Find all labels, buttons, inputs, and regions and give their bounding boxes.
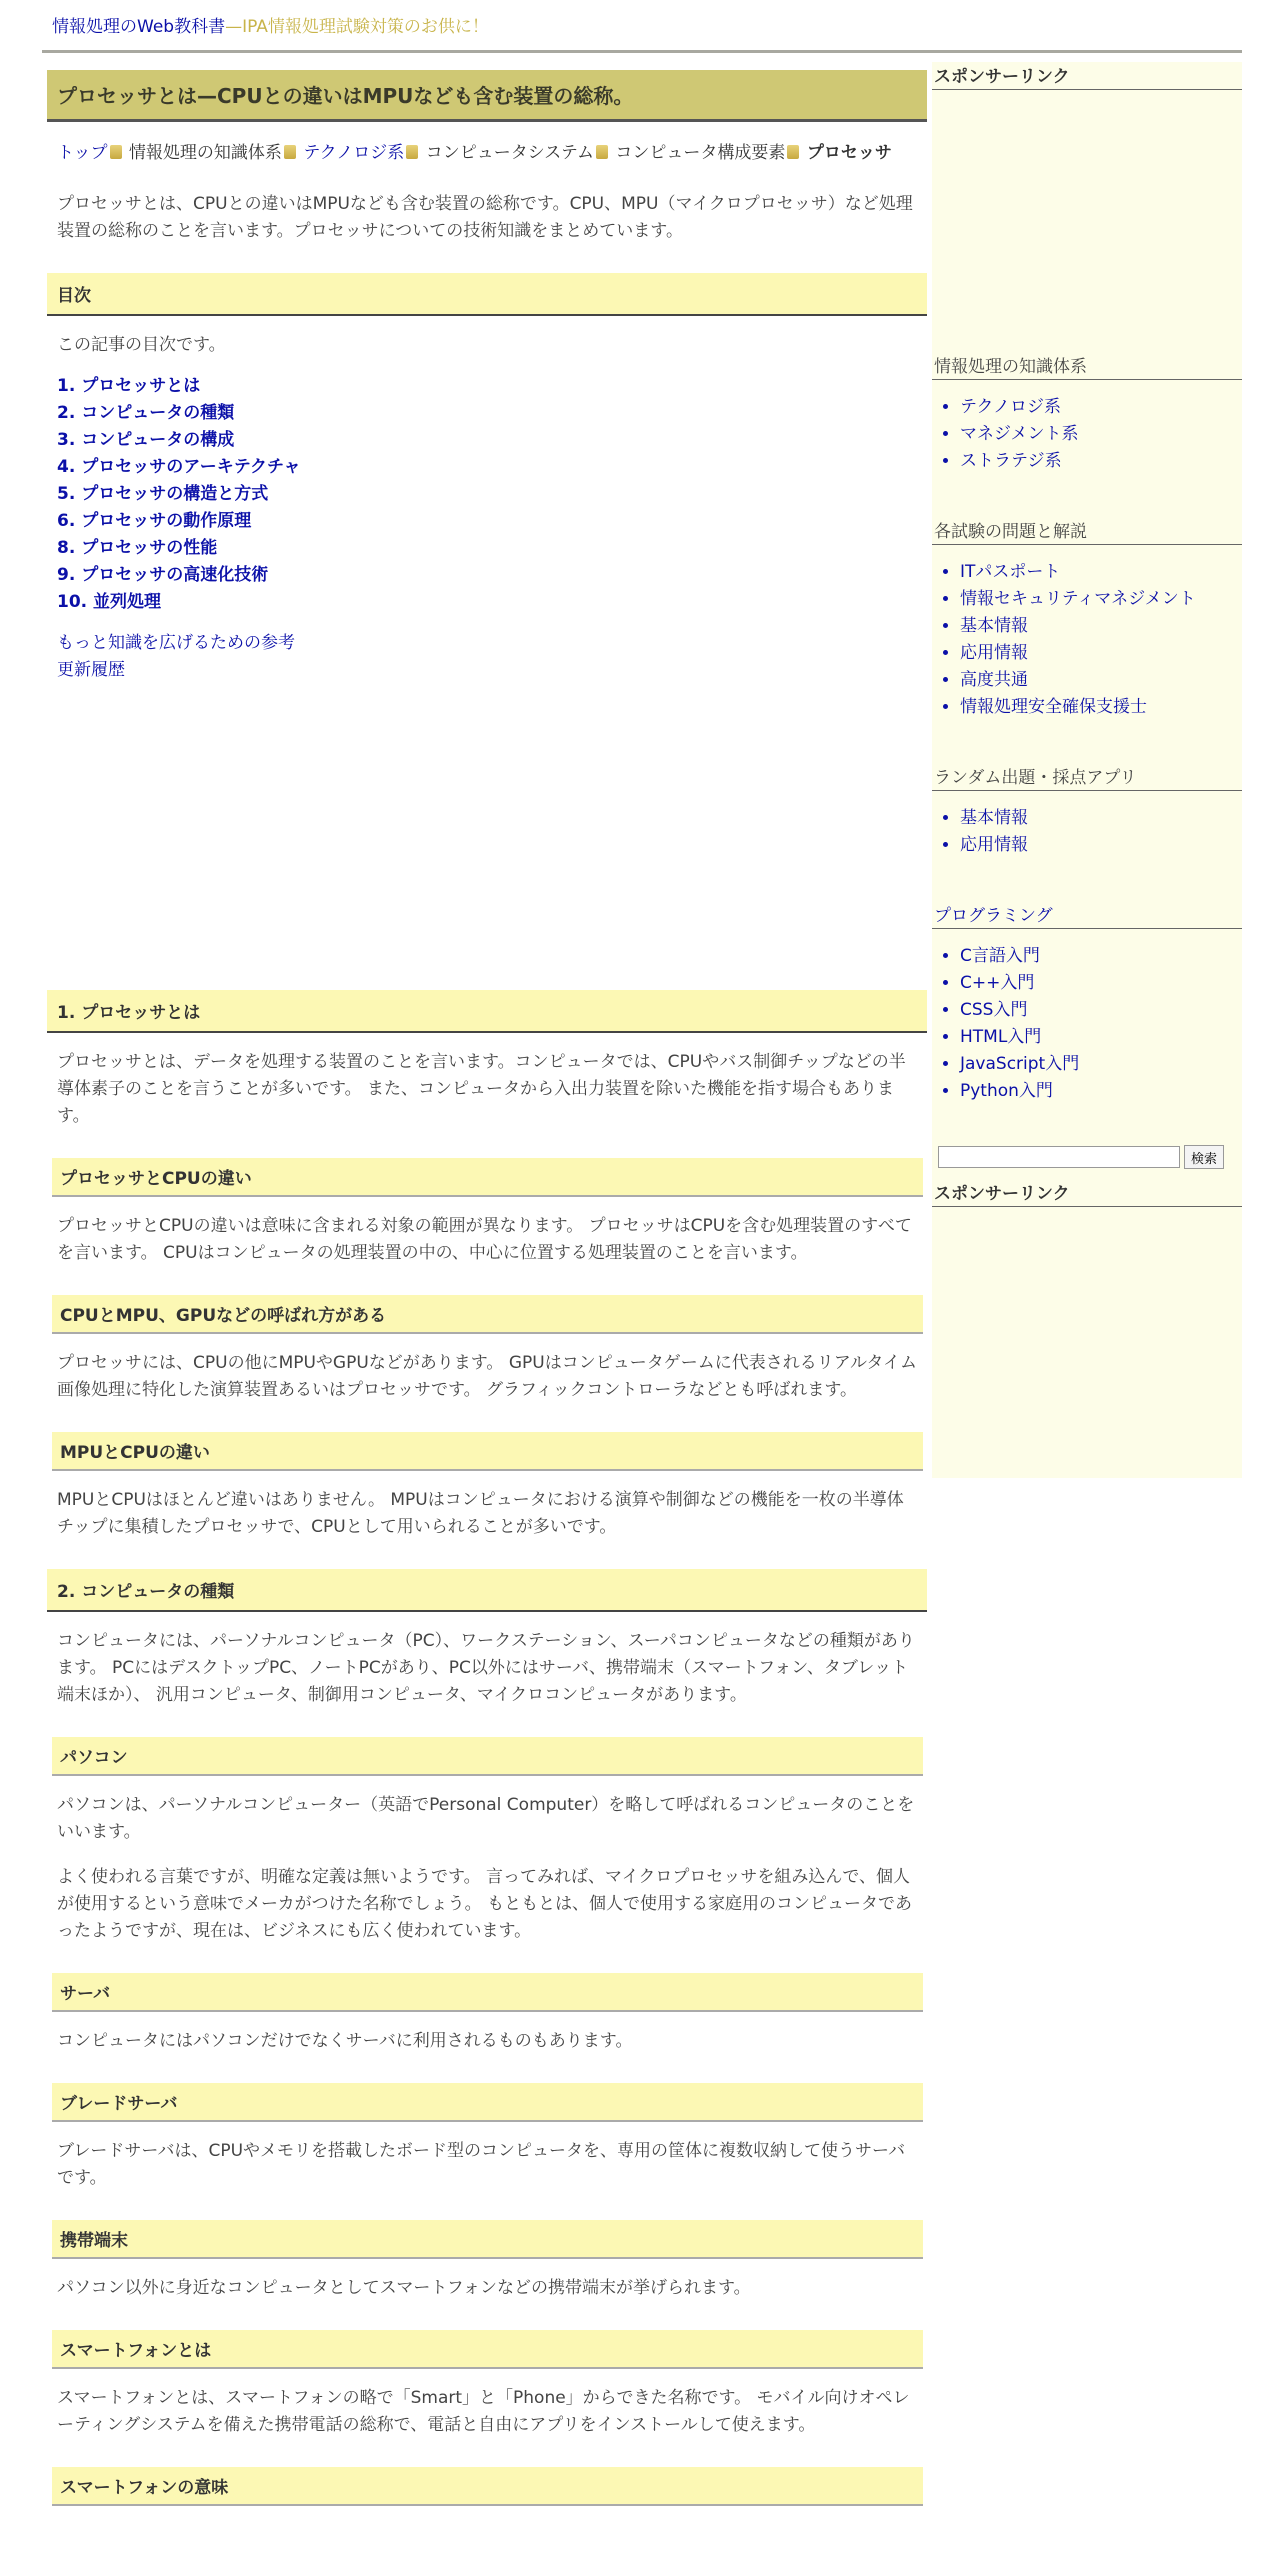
section-text: コンピュータには、パーソナルコンピュータ（PC）、ワークステーション、スーパコンピュータなどの種類があります。 PCにはデスクトップPC、ノートPCがあり、PC以外にはサーバ、携帯端末（スマートフォン、タブレット端末ほか）、 汎用コンピュータ、制御用コンピュータ、マイクロコンピュータがあります。 bbox=[57, 1631, 915, 1705]
subsection-heading: パソコン bbox=[52, 1737, 923, 1776]
sidebar-item-cpp[interactable]: C++入門 bbox=[960, 973, 1035, 993]
search-button[interactable]: 検索 bbox=[1184, 1145, 1224, 1169]
sidebar-item-management[interactable]: マネジメント系 bbox=[960, 424, 1079, 444]
toc-link[interactable]: 1. プロセッサとは bbox=[57, 376, 201, 396]
breadcrumb-separator-icon bbox=[284, 145, 296, 159]
toc-link[interactable]: 9. プロセッサの高速化技術 bbox=[57, 565, 269, 585]
header-divider bbox=[42, 50, 1242, 53]
breadcrumb-separator-icon bbox=[406, 145, 418, 159]
sidebar bbox=[932, 62, 1242, 1478]
toc-link[interactable]: 3. コンピュータの構成 bbox=[57, 430, 235, 450]
table-of-contents bbox=[47, 373, 927, 616]
sidebar-item-javascript[interactable]: JavaScript入門 bbox=[960, 1054, 1080, 1074]
toc-link[interactable]: 10. 並列処理 bbox=[57, 592, 162, 612]
sidebar-item-c[interactable]: C言語入門 bbox=[960, 946, 1040, 966]
breadcrumb-separator-icon bbox=[596, 145, 608, 159]
site-name-link[interactable]: 情報処理のWeb教科書 bbox=[52, 17, 226, 37]
sidebar-item-css[interactable]: CSS入門 bbox=[960, 1000, 1028, 1020]
toc-intro: この記事の目次です。 bbox=[57, 335, 226, 355]
sidebar-item-random-fe[interactable]: 基本情報 bbox=[960, 808, 1028, 828]
section-text: プロセッサには、CPUの他にMPUやGPUなどがあります。 GPUはコンピュータゲームに代表されるリアルタイム画像処理に特化した演算装置あるいはプロセッサです。 グラフィックコントローラなどとも呼ばれます。 bbox=[57, 1353, 918, 1400]
sidebar-item-sg[interactable]: 情報セキュリティマネジメント bbox=[960, 589, 1196, 609]
changelog-link[interactable]: 更新履歴 bbox=[57, 660, 125, 680]
sponsor-label-2: スポンサーリンク bbox=[932, 1179, 1242, 1207]
sidebar-knowledge-list bbox=[932, 394, 1242, 475]
breadcrumb-components: コンピュータ構成要素 bbox=[615, 143, 786, 163]
subsection-heading: スマートフォンの意味 bbox=[52, 2467, 923, 2506]
search-input[interactable] bbox=[938, 1146, 1180, 1168]
ad-space bbox=[47, 684, 927, 990]
breadcrumb-knowledge: 情報処理の知識体系 bbox=[128, 143, 282, 163]
site-tagline: —IPA情報処理試験対策のお供に！ bbox=[225, 17, 489, 37]
subsection-heading: CPUとMPU、GPUなどの呼ばれ方がある bbox=[52, 1295, 923, 1334]
sidebar-item-strategy[interactable]: ストラテジ系 bbox=[960, 451, 1062, 471]
intro-text: プロセッサとは、CPUとの違いはMPUなども含む装置の総称です。CPU、MPU（マイクロプロセッサ）など処理装置の総称のことを言います。プロセッサについての技術知識をまとめています。 bbox=[57, 194, 913, 241]
section-heading: 1. プロセッサとは bbox=[47, 990, 927, 1033]
sponsor-label: スポンサーリンク bbox=[932, 62, 1242, 90]
subsection-heading: サーバ bbox=[52, 1973, 923, 2012]
section-text: コンピュータにはパソコンだけでなくサーバに利用されるものもあります。 bbox=[57, 2031, 633, 2051]
sidebar-item-technology[interactable]: テクノロジ系 bbox=[960, 397, 1061, 417]
sidebar-exams-list bbox=[932, 559, 1242, 721]
sponsor-ad-space bbox=[932, 90, 1242, 352]
breadcrumb-top[interactable]: トップ bbox=[57, 143, 108, 163]
section-text: MPUとCPUはほとんど違いはありません。 MPUはコンピュータにおける演算や制御などの機能を一枚の半導体チップに集積したプロセッサで、CPUとして用いられることが多いです。 bbox=[57, 1490, 904, 1537]
sidebar-item-ap[interactable]: 応用情報 bbox=[960, 643, 1028, 663]
section-text: パソコン以外に身近なコンピュータとしてスマートフォンなどの携帯端末が挙げられます。 bbox=[57, 2278, 751, 2298]
sidebar-random-title: ランダム出題・採点アプリ bbox=[932, 763, 1242, 791]
toc-link[interactable]: 8. プロセッサの性能 bbox=[57, 538, 218, 558]
programming-link[interactable]: プログラミング bbox=[934, 906, 1053, 926]
subsection-heading: プロセッサとCPUの違い bbox=[52, 1158, 923, 1197]
sidebar-random-list bbox=[932, 805, 1242, 859]
sidebar-item-sc[interactable]: 情報処理安全確保支援士 bbox=[960, 697, 1147, 717]
sidebar-exams-title: 各試験の問題と解説 bbox=[932, 517, 1242, 545]
section-text: よく使われる言葉ですが、明確な定義は無いようです。 言ってみれば、マイクロプロセッサを組み込んで、個人が使用するという意味でメーカがつけた名称でしょう。 もともとは、個人で使用する家庭用のコンピュータであったようですが、現在は、ビジネスにも広く使われています。 bbox=[57, 1867, 913, 1941]
search-form bbox=[932, 1139, 1242, 1175]
toc-heading: 目次 bbox=[47, 273, 927, 316]
sidebar-item-fe[interactable]: 基本情報 bbox=[960, 616, 1028, 636]
toc-link[interactable]: 2. コンピュータの種類 bbox=[57, 403, 235, 423]
sidebar-knowledge-title: 情報処理の知識体系 bbox=[932, 352, 1242, 380]
main-content bbox=[47, 70, 927, 2506]
sidebar-programming-list bbox=[932, 943, 1242, 1105]
subsection-heading: ブレードサーバ bbox=[52, 2083, 923, 2122]
toc-link[interactable]: 6. プロセッサの動作原理 bbox=[57, 511, 252, 531]
toc-link[interactable]: 5. プロセッサの構造と方式 bbox=[57, 484, 269, 504]
section-text: プロセッサとCPUの違いは意味に含まれる対象の範囲が異なります。 プロセッサはCPUを含む処理装置のすべてを言います。 CPUはコンピュータの処理装置の中の、中心に位置する処理装置のことを言います。 bbox=[57, 1216, 912, 1263]
subsection-heading: スマートフォンとは bbox=[52, 2330, 923, 2369]
breadcrumb-separator-icon bbox=[110, 145, 122, 159]
breadcrumb-technology[interactable]: テクノロジ系 bbox=[303, 143, 405, 163]
section-text: プロセッサとは、データを処理する装置のことを言います。コンピュータでは、CPUやバス制御チップなどの半導体素子のことを言うことが多いです。 また、コンピュータから入出力装置を除いた機能を指す場合もあります。 bbox=[57, 1052, 906, 1126]
page-title: プロセッサとは—CPUとの違いはMPUなども含む装置の総称。 bbox=[47, 70, 927, 122]
extra-links bbox=[47, 630, 927, 684]
sidebar-item-random-ap[interactable]: 応用情報 bbox=[960, 835, 1028, 855]
sidebar-item-advanced[interactable]: 高度共通 bbox=[960, 670, 1028, 690]
subsection-heading: MPUとCPUの違い bbox=[52, 1432, 923, 1471]
sidebar-item-python[interactable]: Python入門 bbox=[960, 1081, 1053, 1101]
section-text: パソコンは、パーソナルコンピューター（英語でPersonal Computer）を略して呼ばれるコンピュータのことをいいます。 bbox=[57, 1795, 915, 1842]
reference-link[interactable]: もっと知識を広げるための参考 bbox=[57, 633, 295, 653]
sidebar-item-html[interactable]: HTML入門 bbox=[960, 1027, 1042, 1047]
breadcrumb bbox=[47, 122, 927, 167]
breadcrumb-computer-system: コンピュータシステム bbox=[425, 143, 595, 163]
breadcrumb-current: プロセッサ bbox=[806, 143, 892, 163]
sidebar-item-ip[interactable]: ITパスポート bbox=[960, 562, 1061, 582]
breadcrumb-separator-icon bbox=[787, 145, 799, 159]
toc-link[interactable]: 4. プロセッサのアーキテクチャ bbox=[57, 457, 301, 477]
sidebar-programming-title bbox=[932, 901, 1242, 929]
section-heading: 2. コンピュータの種類 bbox=[47, 1569, 927, 1612]
subsection-heading: 携帯端末 bbox=[52, 2220, 923, 2259]
section-text: スマートフォンとは、スマートフォンの略で「Smart」と「Phone」からできた名称です。 モバイル向けオペレーティングシステムを備えた携帯電話の総称で、電話と自由にアプリをインストールして使えます。 bbox=[57, 2388, 910, 2435]
section-text: ブレードサーバは、CPUやメモリを搭載したボード型のコンピュータを、専用の筐体に複数収納して使うサーバです。 bbox=[57, 2141, 906, 2188]
site-header bbox=[52, 12, 489, 37]
